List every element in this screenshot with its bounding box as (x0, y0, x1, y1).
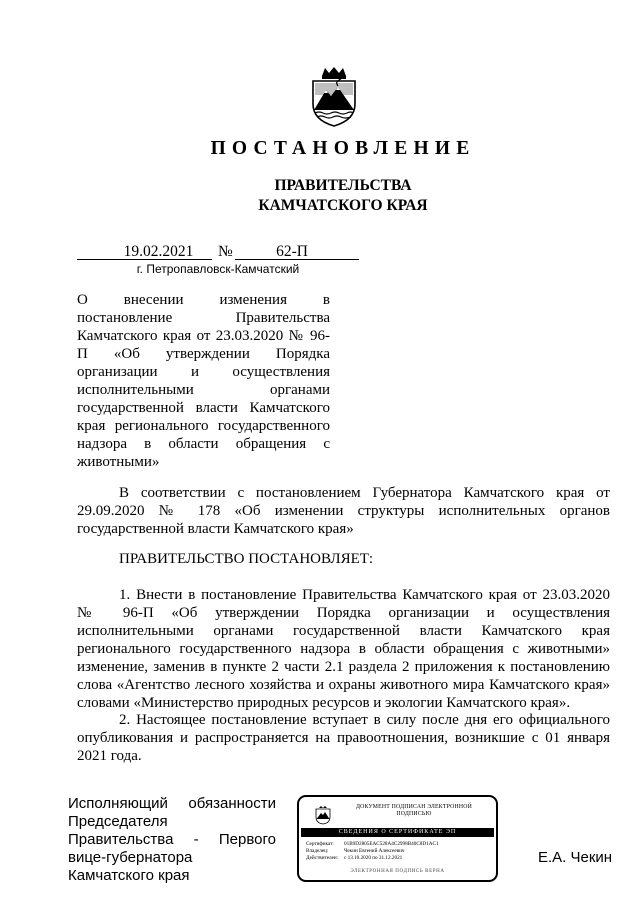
number-sign: № (218, 243, 233, 260)
issuer-line-2: КАМЧАТСКОГО КРАЯ (258, 197, 428, 214)
coat-of-arms-icon (305, 66, 363, 128)
stamp-header: ДОКУМЕНТ ПОДПИСАН ЭЛЕКТРОННОЙ ПОДПИСЬЮ (355, 804, 473, 817)
item-2-paragraph: 2. Настоящее постановление вступает в силу после дня его официального опубликования и распространяется на правоотношения, возникшие с 01 января 2021 года. (77, 712, 610, 764)
issuer-block (0, 176, 640, 216)
document-number: 62-П (235, 243, 359, 260)
date-number-line (77, 243, 359, 263)
e-signature-stamp (297, 795, 498, 882)
stamp-cert-bar: СВЕДЕНИЯ О СЕРТИФИКАТЕ ЭП (301, 828, 494, 837)
stamp-emblem-icon (313, 805, 333, 825)
stamp-owner-row (306, 848, 404, 854)
stamp-owner-value: Чекин Евгений Алексеевич (344, 848, 405, 854)
stamp-valid-value: с 13.10.2020 по 31.12.2021 (344, 855, 403, 861)
preamble-paragraph: В соответствии с постановлением Губернатора Камчатского края от 29.09.2020 № 178 «Об изменении структуры исполнительных органов государственной власти Камчатского края» (77, 485, 610, 537)
stamp-footer: ЭЛЕКТРОННАЯ ПОДПИСЬ ВЕРНА (350, 869, 445, 874)
signatory-position: Исполняющий обязанности Председателя Правительства - Первого вице-губернатора Камчатского края (68, 795, 276, 884)
document-city: г. Петропавловск-Камчатский (136, 262, 300, 276)
document-title: ПОСТАНОВЛЕНИЕ (210, 138, 476, 159)
document-subject: О внесении изменения в постановление Правительства Камчатского края от 23.03.2020 № 96-П «Об утверждении Порядка организации и осуществления исполнительными органами государственной власти Камчатского края регионального государственного надзора в области обращения с животными» (77, 292, 330, 470)
stamp-cert-value: 01B9D2805EAC528A4C2998B40C8D1AC1 (344, 841, 439, 847)
resolves-heading: ПРАВИТЕЛЬСТВО ПОСТАНОВЛЯЕТ: (119, 551, 374, 567)
stamp-cert-row (306, 841, 439, 847)
item-1-paragraph: 1. Внести в постановление Правительства Камчатского края от 23.03.2020 № 96-П «Об утверждении Порядка организации и осуществления исполнительными органами государственной власти Камчатского края регионального государственного надзора в области обращения с животными» изменение, заменив в пункте 2 части 2.1 раздела 2 приложения к постановлению слова «Агентство лесного хозяйства и охраны животного мира Камчатского края» словами «Министерство природных ресурсов и экологии Камчатского края». (77, 587, 610, 711)
document-date: 19.02.2021 (77, 243, 212, 260)
issuer-line-1: ПРАВИТЕЛЬСТВА (274, 177, 412, 194)
stamp-cert-label: Сертификат: (306, 841, 334, 847)
stamp-valid-label: Действителен: (306, 855, 339, 861)
stamp-valid-row (306, 855, 402, 861)
stamp-owner-label: Владелец: (306, 848, 329, 854)
signatory-name: Е.А. Чекин (538, 849, 613, 866)
